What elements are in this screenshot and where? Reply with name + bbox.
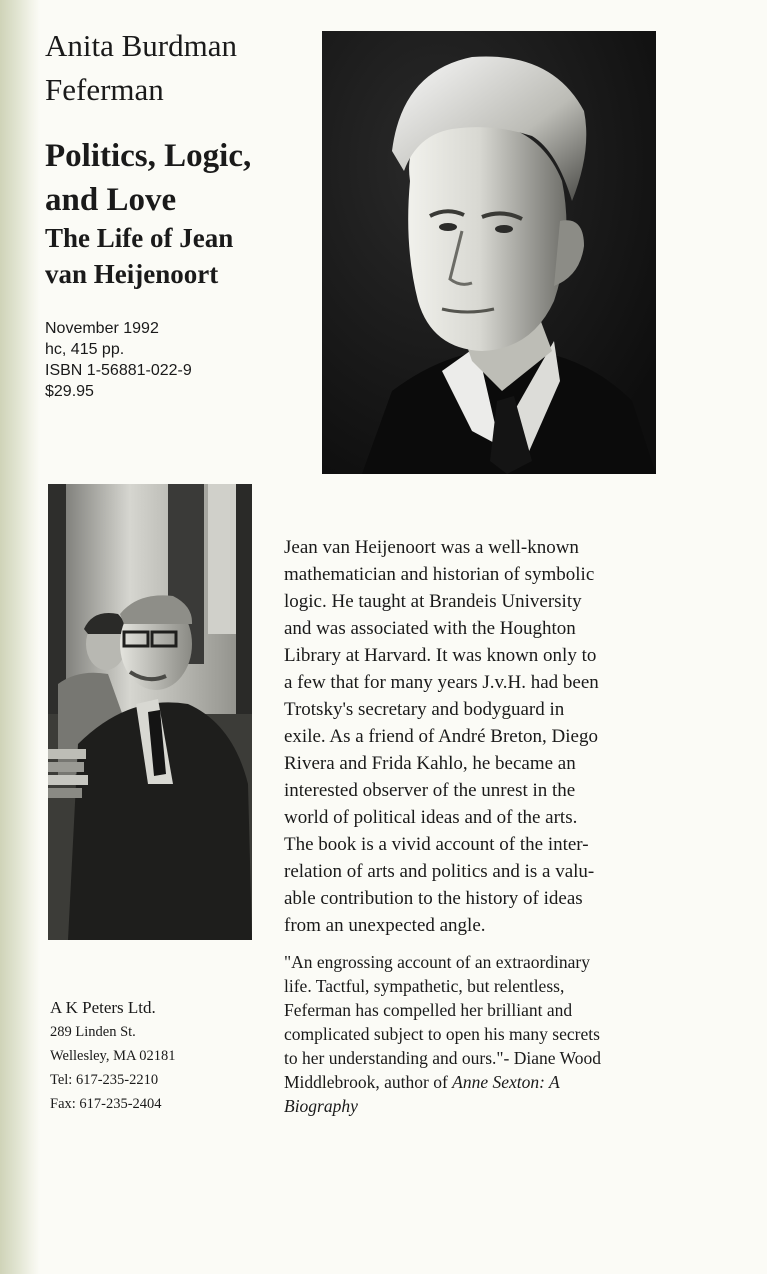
description-line: Jean van Heijenoort was a well-known — [284, 537, 579, 558]
quote-line: to her understanding and ours."- Diane Wood — [284, 1048, 601, 1068]
description-line: world of political ideas and of the arts. — [284, 807, 578, 828]
pub-isbn: ISBN 1-56881-022-9 — [45, 362, 192, 379]
quote-line: Feferman has compelled her brilliant and — [284, 1000, 573, 1020]
group-photo — [48, 484, 252, 940]
publisher-city: Wellesley, MA 02181 — [50, 1048, 176, 1064]
description-line: logic. He taught at Brandeis University — [284, 591, 582, 612]
description-line: from an unexpected angle. — [284, 915, 486, 936]
quoted-book-title-cont: Biography — [284, 1096, 358, 1116]
quote-line: complicated subject to open his many secrets — [284, 1024, 600, 1044]
book-subtitle — [45, 220, 315, 292]
description-line: mathematician and historian of symbolic — [284, 564, 595, 585]
description-line: relation of arts and politics and is a valu- — [284, 861, 595, 882]
publisher-fax: Fax: 617-235-2404 — [50, 1096, 162, 1112]
quote-line: "An engrossing account of an extraordinary — [284, 952, 591, 972]
publisher-name: A K Peters Ltd. — [50, 998, 156, 1017]
publisher-address — [50, 996, 250, 1116]
author-line-2: Feferman — [45, 72, 164, 107]
page-spine-shadow — [0, 0, 40, 1274]
publisher-street: 289 Linden St. — [50, 1024, 136, 1040]
portrait-photo — [322, 31, 656, 474]
book-title — [45, 134, 315, 222]
description-line: and was associated with the Houghton — [284, 618, 576, 639]
description-line: Rivera and Frida Kahlo, he became an — [284, 753, 576, 774]
subtitle-line-2: van Heijenoort — [45, 259, 219, 289]
quote-line — [284, 1094, 674, 1118]
description-line: Trotsky's secretary and bodyguard in — [284, 699, 565, 720]
description-line: able contribution to the history of ideas — [284, 888, 583, 909]
pub-price: $29.95 — [45, 383, 94, 400]
quoted-book-title: Anne Sexton: A — [452, 1072, 560, 1092]
review-quote — [284, 950, 674, 1118]
description-line: interested observer of the unrest in the — [284, 780, 576, 801]
publisher-tel: Tel: 617-235-2210 — [50, 1072, 159, 1088]
description-line: The book is a vivid account of the inter- — [284, 834, 589, 855]
book-description — [284, 534, 674, 939]
pub-format: hc, 415 pp. — [45, 341, 125, 358]
description-line: a few that for many years J.v.H. had been — [284, 672, 599, 693]
quote-line — [284, 1070, 674, 1094]
title-line-1: Politics, Logic, — [45, 138, 252, 174]
title-line-2: and Love — [45, 182, 177, 218]
publication-info — [45, 318, 305, 402]
quote-attribution: Middlebrook, author of — [284, 1072, 453, 1092]
author-name — [45, 24, 315, 112]
quote-line: life. Tactful, sympathetic, but relentless, — [284, 976, 565, 996]
description-line: exile. As a friend of André Breton, Diego — [284, 726, 598, 747]
author-line-1: Anita Burdman — [45, 28, 237, 63]
description-line: Library at Harvard. It was known only to — [284, 645, 597, 666]
pub-date: November 1992 — [45, 320, 159, 337]
subtitle-line-1: The Life of Jean — [45, 223, 234, 253]
